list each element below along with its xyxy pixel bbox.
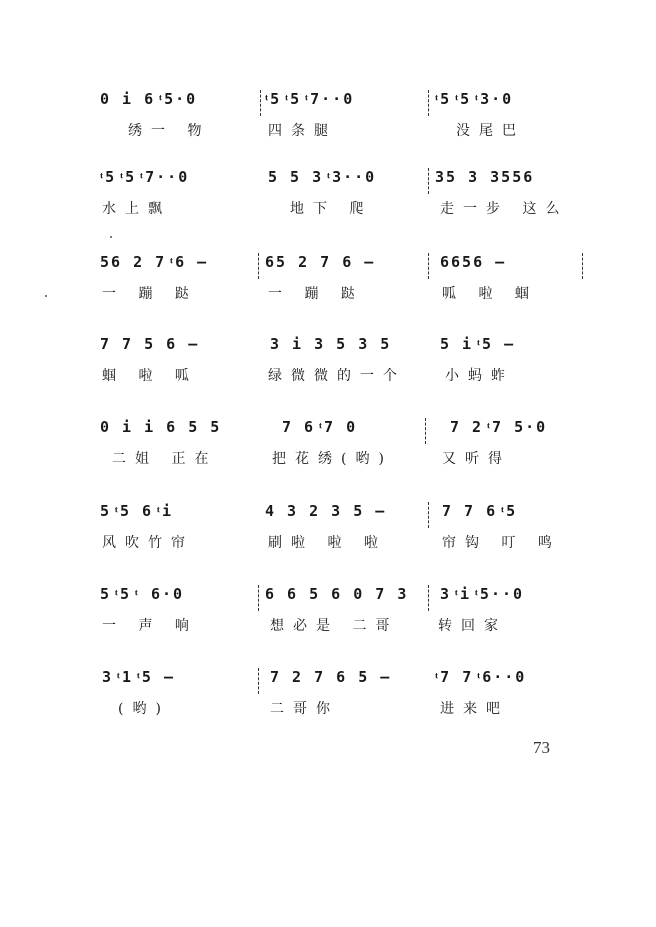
notation-segment: 4 3 2 3 5 — [265, 502, 387, 520]
lyric-segment: 水上飘 [102, 201, 171, 217]
barline [582, 253, 584, 279]
notation-segment: 6 6 5 6 0 7 3 [265, 585, 409, 603]
lyric-segment: 帘钩 叮 鸣 [442, 535, 561, 551]
lyric-segment: 转回家 [438, 618, 507, 634]
lyric-segment: 一 蹦 跶 [268, 286, 364, 302]
lyric-segment: 四条腿 [268, 123, 337, 139]
notation-segment: 65 2 7 6 — [265, 253, 376, 271]
score-system-6 [0, 502, 656, 592]
lyric-segment: 绣一 物 [128, 123, 211, 139]
lyric-segment: 又听得 [442, 451, 511, 467]
scan-speck [45, 295, 47, 297]
notation-segment: ͭ5 ͭ5 ͭ7··0 [100, 168, 190, 186]
notation-segment: 7 6 ͭ7 0 [282, 418, 358, 436]
barline [260, 90, 262, 116]
page-number: 73 [533, 738, 550, 757]
notation-segment: 3 i 3 5 3 5 [270, 335, 392, 353]
lyric-segment: 一 蹦 跶 [102, 286, 198, 302]
lyric-segment: 把花绣(哟) [272, 451, 393, 467]
notation-segment: 56 2 7 ͭ6 — [100, 253, 209, 271]
lyric-line [0, 365, 656, 391]
barline [425, 418, 427, 444]
notation-line [0, 585, 656, 615]
notation-segment: 5 5 3 ͭ3··0 [268, 168, 377, 186]
notation-segment: ͭ7 7 ͭ6··0 [435, 668, 527, 686]
lyric-segment: (哟) [118, 701, 170, 717]
lyric-segment: 蝈 啦 呱 [102, 368, 198, 384]
notation-segment: 3 ͭi ͭ5··0 [440, 585, 525, 603]
barline [428, 253, 430, 279]
lyric-line [0, 283, 656, 309]
score-system-1 [0, 90, 656, 180]
notation-segment: 7 7 5 6 — [100, 335, 200, 353]
notation-line [0, 168, 656, 198]
notation-segment: 5 i ͭ5 — [440, 335, 516, 353]
lyric-line [0, 448, 656, 474]
barline [258, 585, 260, 611]
lyric-line [0, 532, 656, 558]
lyric-segment: 走一步 这么 [440, 201, 569, 217]
barline [428, 502, 430, 528]
lyric-segment: 绿微微的一个 [268, 368, 406, 384]
barline [428, 585, 430, 611]
lyric-segment: 想必是 二哥 [270, 618, 399, 634]
notation-segment: 0 i 6 ͭ5·0 [100, 90, 198, 108]
lyric-segment: 小蚂蚱 [445, 368, 514, 384]
notation-segment: 0 i i 6 5 5 [100, 418, 222, 436]
score-system-8 [0, 668, 656, 758]
notation-line [0, 418, 656, 448]
barline [428, 90, 430, 116]
lyric-line [0, 198, 656, 224]
barline [428, 168, 430, 194]
lyric-line [0, 120, 656, 146]
lyric-segment: 地下 爬 [290, 201, 373, 217]
notation-segment: 7 2 ͭ7 5·0 [450, 418, 548, 436]
score-system-4 [0, 335, 656, 425]
notation-line [0, 335, 656, 365]
score-system-2 [0, 168, 656, 258]
scan-speck [110, 236, 112, 238]
notation-line [0, 668, 656, 698]
score-system-3 [0, 253, 656, 343]
notation-line [0, 502, 656, 532]
lyric-segment: 进来吧 [440, 701, 509, 717]
lyric-segment: 刷啦 啦 啦 [268, 535, 387, 551]
lyric-segment: 风吹竹帘 [102, 535, 194, 551]
barline [258, 253, 260, 279]
lyric-segment: 没尾巴 [456, 123, 525, 139]
lyric-line [0, 615, 656, 641]
lyric-segment: 二姐 正在 [112, 451, 218, 467]
notation-segment: 35 3 3556 [435, 168, 535, 186]
notation-line [0, 90, 656, 120]
lyric-line [0, 698, 656, 724]
notation-segment: 7 2 7 6 5 — [270, 668, 392, 686]
barline [258, 668, 260, 694]
notation-line [0, 253, 656, 283]
notation-segment: 7 7 6 ͭ5 [442, 502, 518, 520]
lyric-segment: 呱 啦 蝈 [442, 286, 538, 302]
notation-segment: 5 ͭ5 6 ͭi [100, 502, 174, 520]
notation-segment: 6656 — [440, 253, 507, 271]
notation-segment: 3 ͭ1 ͭ5 — [102, 668, 176, 686]
score-system-7 [0, 585, 656, 675]
lyric-segment: 二哥你 [270, 701, 339, 717]
notation-segment: ͭ5 ͭ5 ͭ7··0 [265, 90, 355, 108]
notation-segment: 5 ͭ5 ͭ 6·0 [100, 585, 185, 603]
lyric-segment: 一 声 响 [102, 618, 198, 634]
notation-segment: ͭ5 ͭ5 ͭ3·0 [435, 90, 514, 108]
score-system-5 [0, 418, 656, 508]
